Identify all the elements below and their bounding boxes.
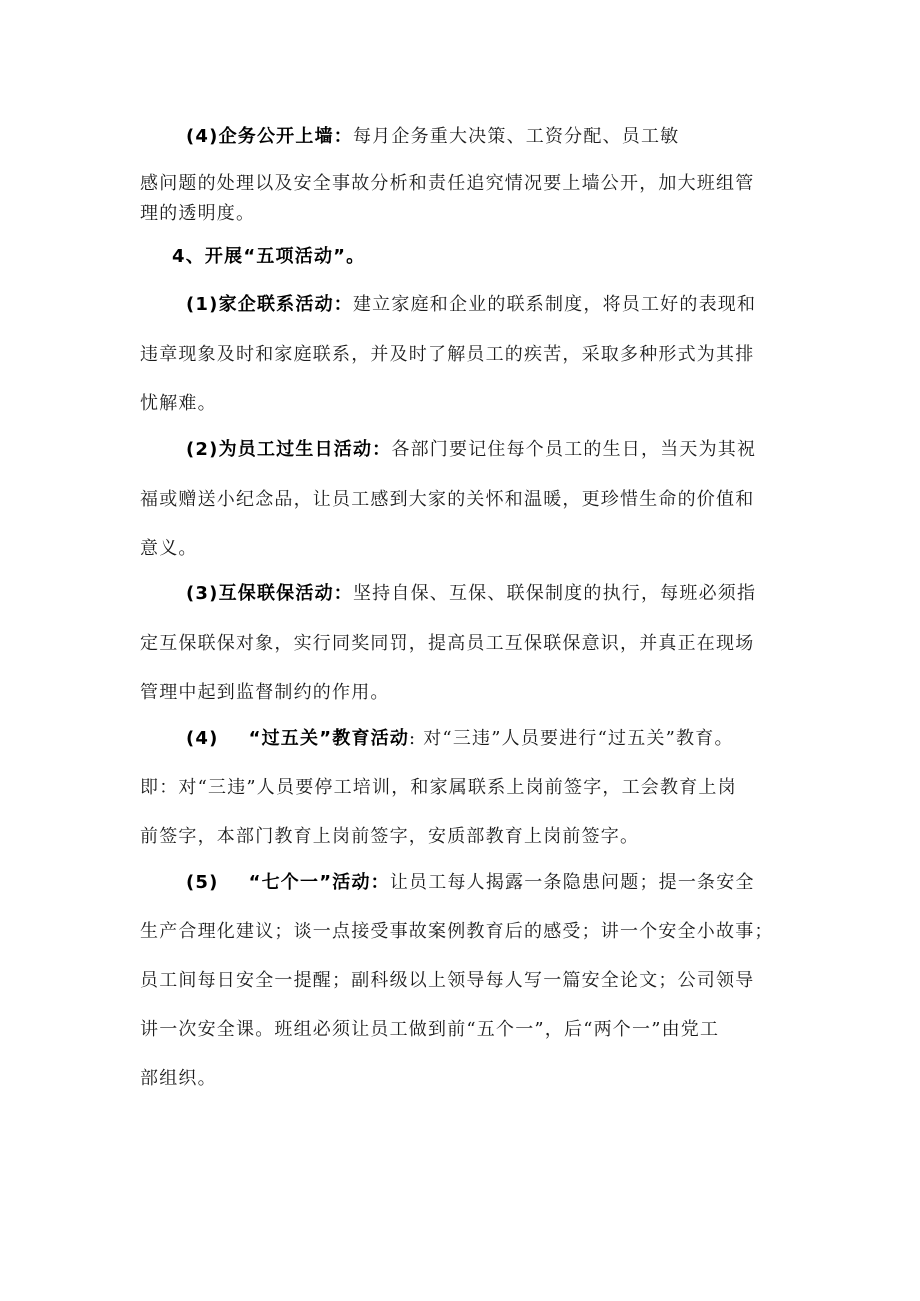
paragraph-family-contact <box>186 293 756 317</box>
item-label: “七个一”活动： <box>248 872 390 893</box>
paragraph-line: 员工间每日安全一提醒；副科级以上领导每人写一篇安全论文；公司领导 <box>140 970 755 991</box>
item-text: 每月企务重大决策、工资分配、员工敏 <box>352 126 680 147</box>
section-heading: 4、开展“五项活动”。 <box>172 246 366 267</box>
paragraph-mutual-protection <box>186 582 756 606</box>
paragraph-enterprise-affairs <box>186 125 679 149</box>
paragraph-birthday <box>186 438 756 462</box>
paragraph-line: 定互保联保对象，实行同奖同罚，提高员工互保联保意识，并真正在现场 <box>140 633 755 654</box>
paragraph-line: 忧解难。 <box>140 393 217 414</box>
paragraph-line: 感问题的处理以及安全事故分析和责任追究情况要上墙公开，加大班组管 <box>140 173 755 194</box>
item-number: (5) <box>186 872 219 893</box>
item-label: (1)家企联系活动： <box>186 294 353 315</box>
item-label: (3)互保联保活动： <box>186 583 353 604</box>
paragraph-five-gates <box>186 727 734 751</box>
item-text: 坚持自保、互保、联保制度的执行，每班必须指 <box>352 583 757 604</box>
item-text: : 对“三违”人员要进行“过五关”教育。 <box>409 728 734 749</box>
item-label: (4)企务公开上墙： <box>186 126 353 147</box>
item-text: 各部门要记住每个员工的生日，当天为其祝 <box>391 439 757 460</box>
paragraph-seven-ones <box>186 871 755 895</box>
paragraph-line: 生产合理化建议；谈一点接受事故案例教育后的感受；讲一个安全小故事； <box>140 921 774 942</box>
paragraph-line: 福或赠送小纪念品，让员工感到大家的关怀和温暖，更珍惜生命的价值和 <box>140 489 755 510</box>
item-number: (4) <box>186 728 219 749</box>
paragraph-line: 理的透明度。 <box>140 203 256 224</box>
item-label: “过五关”教育活动 <box>248 728 410 749</box>
item-label: (2)为员工过生日活动： <box>186 439 392 460</box>
paragraph-line: 部组织。 <box>140 1068 217 1089</box>
paragraph-line: 违章现象及时和家庭联系，并及时了解员工的疾苦，采取多种形式为其排 <box>140 344 755 365</box>
paragraph-line: 管理中起到监督制约的作用。 <box>140 682 390 703</box>
paragraph-line: 即：对“三违”人员要停工培训，和家属联系上岗前签字，工会教育上岗 <box>140 777 737 798</box>
paragraph-line: 意义。 <box>140 538 198 559</box>
paragraph-line: 前签字，本部门教育上岗前签字，安质部教育上岗前签字。 <box>140 826 640 847</box>
item-text: 建立家庭和企业的联系制度，将员工好的表现和 <box>352 294 757 315</box>
item-text: 让员工每人揭露一条隐患问题；提一条安全 <box>389 872 755 893</box>
paragraph-line: 讲一次安全课。班组必须让员工做到前“五个一”，后“两个一”由党工 <box>140 1019 720 1040</box>
